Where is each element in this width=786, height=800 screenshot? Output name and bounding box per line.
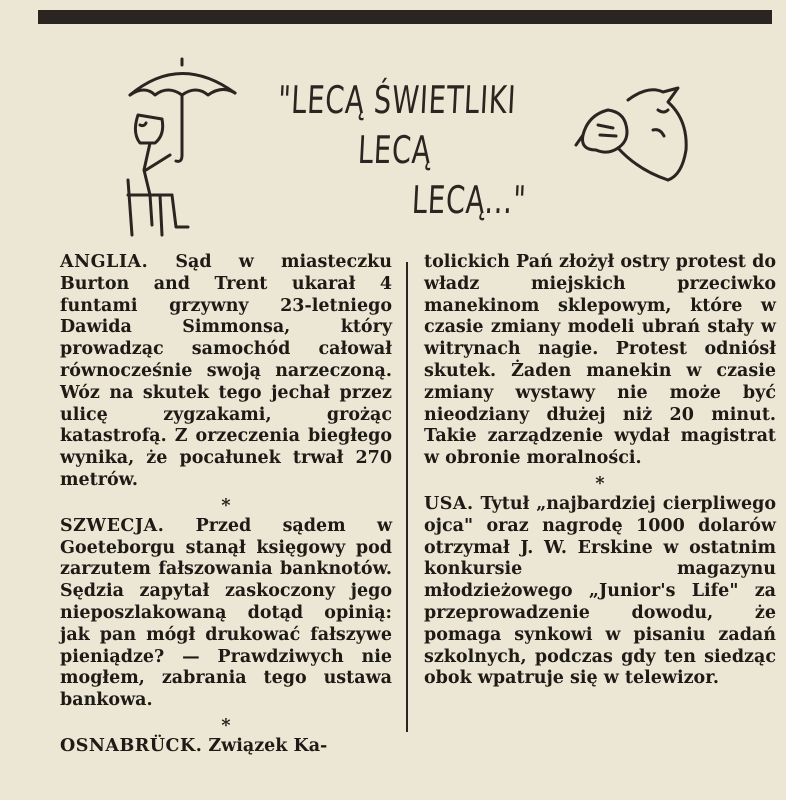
article-keyword: SZWECJA. bbox=[60, 515, 165, 536]
article-text: Sąd w miasteczku Burton and Trent ukarał 4 funtami grzywny 23-letniego Dawida Simmonsa, który prowadząc samochód całował równocześnie swoją narzeczoną. Wóz na skutek tego jechał przez ulicę zygzakami, grożąc katastrofą. Z orzeczenia biegłego wynika, że pocałunek trwał 270 metrów. bbox=[60, 252, 392, 490]
headline-line-3: LECĄ..." bbox=[410, 178, 528, 222]
article-text: Przed sądem w Goeteborgu stanął księgowy pod zarzutem fałszowania banknotów. Sędzia zapytał zaskoczony jego nieposzlakowaną dotąd opinią: jak pan mógł drukować fałszywe pieniądze? — Prawdziwych nie mogłem, zabrania tego ustawa bankowa. bbox=[60, 515, 393, 711]
article-anglia bbox=[60, 252, 392, 492]
column-divider bbox=[406, 262, 408, 732]
article-keyword: OSNABRÜCK. bbox=[60, 735, 203, 756]
article-keyword: USA. bbox=[424, 493, 474, 514]
headline-line-2: LECĄ bbox=[356, 128, 433, 172]
article-osnabruck-continued bbox=[424, 252, 776, 470]
article-szwecja bbox=[60, 516, 392, 712]
right-column bbox=[424, 252, 776, 690]
article-usa bbox=[424, 494, 776, 690]
article-text: Związek Ka- bbox=[208, 735, 328, 756]
top-rule bbox=[38, 10, 772, 24]
headline bbox=[270, 70, 560, 220]
glowworm-head-illustration bbox=[568, 80, 718, 200]
left-column bbox=[60, 252, 392, 758]
headline-line-1: "LECĄ ŚWIETLIKI bbox=[276, 78, 518, 122]
article-osnabruck bbox=[60, 736, 392, 758]
article-text: Tytuł „najbardziej cierpliwego ojca" oraz nagrodę 1000 dolarów otrzymał J. W. Erskine w ostatnim konkursie magazynu młodzieżowego „Junior's Life" za przeprowadzenie dowodu, że pomaga synkowi w pisaniu zadań szkolnych, podczas gdy ten siedząc obok wpatruje się w telewizor. bbox=[424, 493, 776, 689]
article-text: tolickich Pań złożył ostry protest do władz miejskich przeciwko manekinom sklepowym, które w czasie zmiany modeli ubrań stały w witrynach nagie. Protest odniósł skutek. Żaden manekin w czasie zmiany wystawy nie może być nieodziany dłużej niż 20 minut. Takie zarządzenie wydał magistrat w obronie moralności. bbox=[424, 252, 776, 469]
separator-star: * bbox=[221, 495, 231, 516]
separator-star: * bbox=[221, 715, 231, 736]
man-with-umbrella-illustration bbox=[110, 55, 250, 245]
separator-star: * bbox=[595, 473, 605, 494]
article-keyword: ANGLIA. bbox=[60, 252, 149, 272]
